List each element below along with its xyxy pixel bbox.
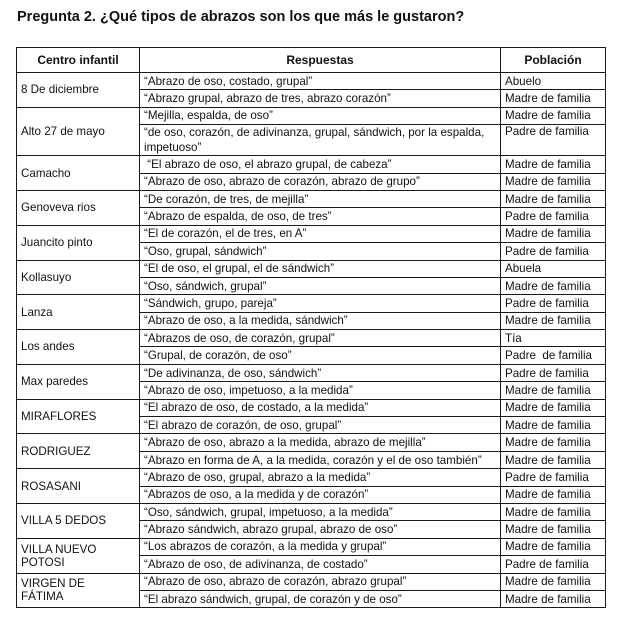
centro-infantil-cell: Genoveva rios: [17, 190, 140, 225]
table-row: [17, 107, 606, 124]
respuesta-cell: “Los abrazos de corazón, a la medida y grupal”: [140, 538, 501, 555]
responses-table: [16, 47, 606, 608]
poblacion-cell: Madre de familia: [501, 156, 606, 173]
respuesta-cell: “Abrazo de oso, a la medida, sándwich”: [140, 312, 501, 329]
poblacion-cell: Madre de familia: [501, 173, 606, 190]
poblacion-cell: Madre de familia: [501, 451, 606, 468]
centro-infantil-cell: Los andes: [17, 330, 140, 365]
poblacion-cell: Tía: [501, 330, 606, 347]
respuesta-cell: “Sándwich, grupo, pareja”: [140, 295, 501, 312]
poblacion-cell: Padre de familia: [501, 125, 606, 156]
poblacion-cell: Padre de familia: [501, 347, 606, 364]
respuesta-cell: “El de oso, el grupal, el de sándwich”: [140, 260, 501, 277]
respuesta-cell: “Abrazo de oso, abrazo a la medida, abrazo de mejilla”: [140, 434, 501, 451]
poblacion-cell: Madre de familia: [501, 503, 606, 520]
table-row: [17, 538, 606, 555]
poblacion-cell: Madre de familia: [501, 573, 606, 590]
respuesta-cell: “Oso, sándwich, grupal”: [140, 277, 501, 294]
poblacion-cell: Padre de familia: [501, 556, 606, 573]
respuesta-cell: “Grupal, de corazón, de oso”: [140, 347, 501, 364]
respuesta-cell: “Abrazo de oso, abrazo de corazón, abrazo grupal”: [140, 573, 501, 590]
poblacion-cell: Padre de familia: [501, 295, 606, 312]
header-respuestas: Respuestas: [140, 48, 501, 73]
table-row: [17, 434, 606, 451]
poblacion-cell: Madre de familia: [501, 486, 606, 503]
centro-infantil-cell: VIRGEN DE FÁTIMA: [17, 573, 140, 608]
respuesta-cell: “Abrazo grupal, abrazo de tres, abrazo corazón”: [140, 90, 501, 107]
respuesta-cell: “Abrazos de oso, de corazón, grupal”: [140, 330, 501, 347]
poblacion-cell: Madre de familia: [501, 434, 606, 451]
centro-infantil-cell: VILLA NUEVO POTOSI: [17, 538, 140, 573]
poblacion-cell: Madre de familia: [501, 417, 606, 434]
table-row: [17, 330, 606, 347]
poblacion-cell: Madre de familia: [501, 538, 606, 555]
centro-infantil-cell: MIRAFLORES: [17, 399, 140, 434]
table-row: [17, 364, 606, 381]
table-row: [17, 399, 606, 416]
question-title: Pregunta 2. ¿Qué tipos de abrazos son los que más le gustaron?: [17, 9, 465, 25]
respuesta-cell: “El de corazón, el de tres, en A”: [140, 225, 501, 242]
poblacion-cell: Padre de familia: [501, 469, 606, 486]
respuesta-cell: “De corazón, de tres, de mejilla”: [140, 190, 501, 207]
centro-infantil-cell: Camacho: [17, 156, 140, 191]
table-row: [17, 260, 606, 277]
centro-infantil-cell: RODRIGUEZ: [17, 434, 140, 469]
poblacion-cell: Padre de familia: [501, 364, 606, 381]
respuesta-cell: “El abrazo de oso, de costado, a la medida”: [140, 399, 501, 416]
poblacion-cell: Madre de familia: [501, 521, 606, 538]
table-row: [17, 190, 606, 207]
centro-infantil-cell: ROSASANI: [17, 469, 140, 504]
respuesta-cell: “El abrazo de corazón, de oso, grupal”: [140, 417, 501, 434]
header-centro-infantil: Centro infantil: [17, 48, 140, 73]
centro-infantil-cell: Max paredes: [17, 364, 140, 399]
respuesta-cell: “Abrazo de oso, grupal, abrazo a la medida”: [140, 469, 501, 486]
poblacion-cell: Abuelo: [501, 73, 606, 90]
respuesta-cell: “Abrazo en forma de A, a la medida, corazón y el de oso también”: [140, 451, 501, 468]
table-row: [17, 225, 606, 242]
poblacion-cell: Madre de familia: [501, 399, 606, 416]
centro-infantil-cell: Alto 27 de mayo: [17, 107, 140, 155]
centro-infantil-cell: Lanza: [17, 295, 140, 330]
respuesta-cell: “Abrazo de oso, impetuoso, a la medida”: [140, 382, 501, 399]
poblacion-cell: Madre de familia: [501, 107, 606, 124]
respuesta-cell: “El abrazo sándwich, grupal, de corazón y de oso”: [140, 590, 501, 607]
poblacion-cell: Madre de familia: [501, 90, 606, 107]
table-row: [17, 469, 606, 486]
table-row: [17, 573, 606, 590]
table-row: [17, 156, 606, 173]
poblacion-cell: Madre de familia: [501, 225, 606, 242]
poblacion-cell: Madre de familia: [501, 277, 606, 294]
poblacion-cell: Padre de familia: [501, 243, 606, 260]
centro-infantil-cell: Kollasuyo: [17, 260, 140, 295]
table-row: [17, 295, 606, 312]
centro-infantil-cell: Juancito pinto: [17, 225, 140, 260]
respuesta-cell: “Abrazo sándwich, abrazo grupal, abrazo de oso”: [140, 521, 501, 538]
poblacion-cell: Madre de familia: [501, 312, 606, 329]
respuesta-cell: “Abrazo de espalda, de oso, de tres”: [140, 208, 501, 225]
centro-infantil-cell: 8 De diciembre: [17, 73, 140, 108]
centro-infantil-cell: VILLA 5 DEDOS: [17, 503, 140, 538]
table-header-row: [17, 48, 606, 73]
respuesta-cell: “Abrazo de oso, de adivinanza, de costado”: [140, 556, 501, 573]
poblacion-cell: Madre de familia: [501, 382, 606, 399]
respuesta-cell: “Oso, sándwich, grupal, impetuoso, a la medida”: [140, 503, 501, 520]
table-row: [17, 503, 606, 520]
respuesta-cell: “Abrazo de oso, abrazo de corazón, abrazo de grupo”: [140, 173, 501, 190]
respuesta-cell: “El abrazo de oso, el abrazo grupal, de cabeza”: [140, 156, 501, 173]
poblacion-cell: Padre de familia: [501, 208, 606, 225]
poblacion-cell: Abuela: [501, 260, 606, 277]
poblacion-cell: Madre de familia: [501, 590, 606, 607]
respuesta-cell: “Abrazo de oso, costado, grupal”: [140, 73, 501, 90]
respuesta-cell: “Abrazos de oso, a la medida y de corazón”: [140, 486, 501, 503]
respuesta-cell: “Mejilla, espalda, de oso”: [140, 107, 501, 124]
respuesta-cell: “Oso, grupal, sándwich”: [140, 243, 501, 260]
respuesta-cell: “de oso, corazón, de adivinanza, grupal, sándwich, por la espalda, impetuoso”: [140, 125, 501, 156]
header-poblacion: Población: [501, 48, 606, 73]
poblacion-cell: Madre de familia: [501, 190, 606, 207]
respuesta-cell: “De adivinanza, de oso, sándwich”: [140, 364, 501, 381]
table-row: [17, 73, 606, 90]
